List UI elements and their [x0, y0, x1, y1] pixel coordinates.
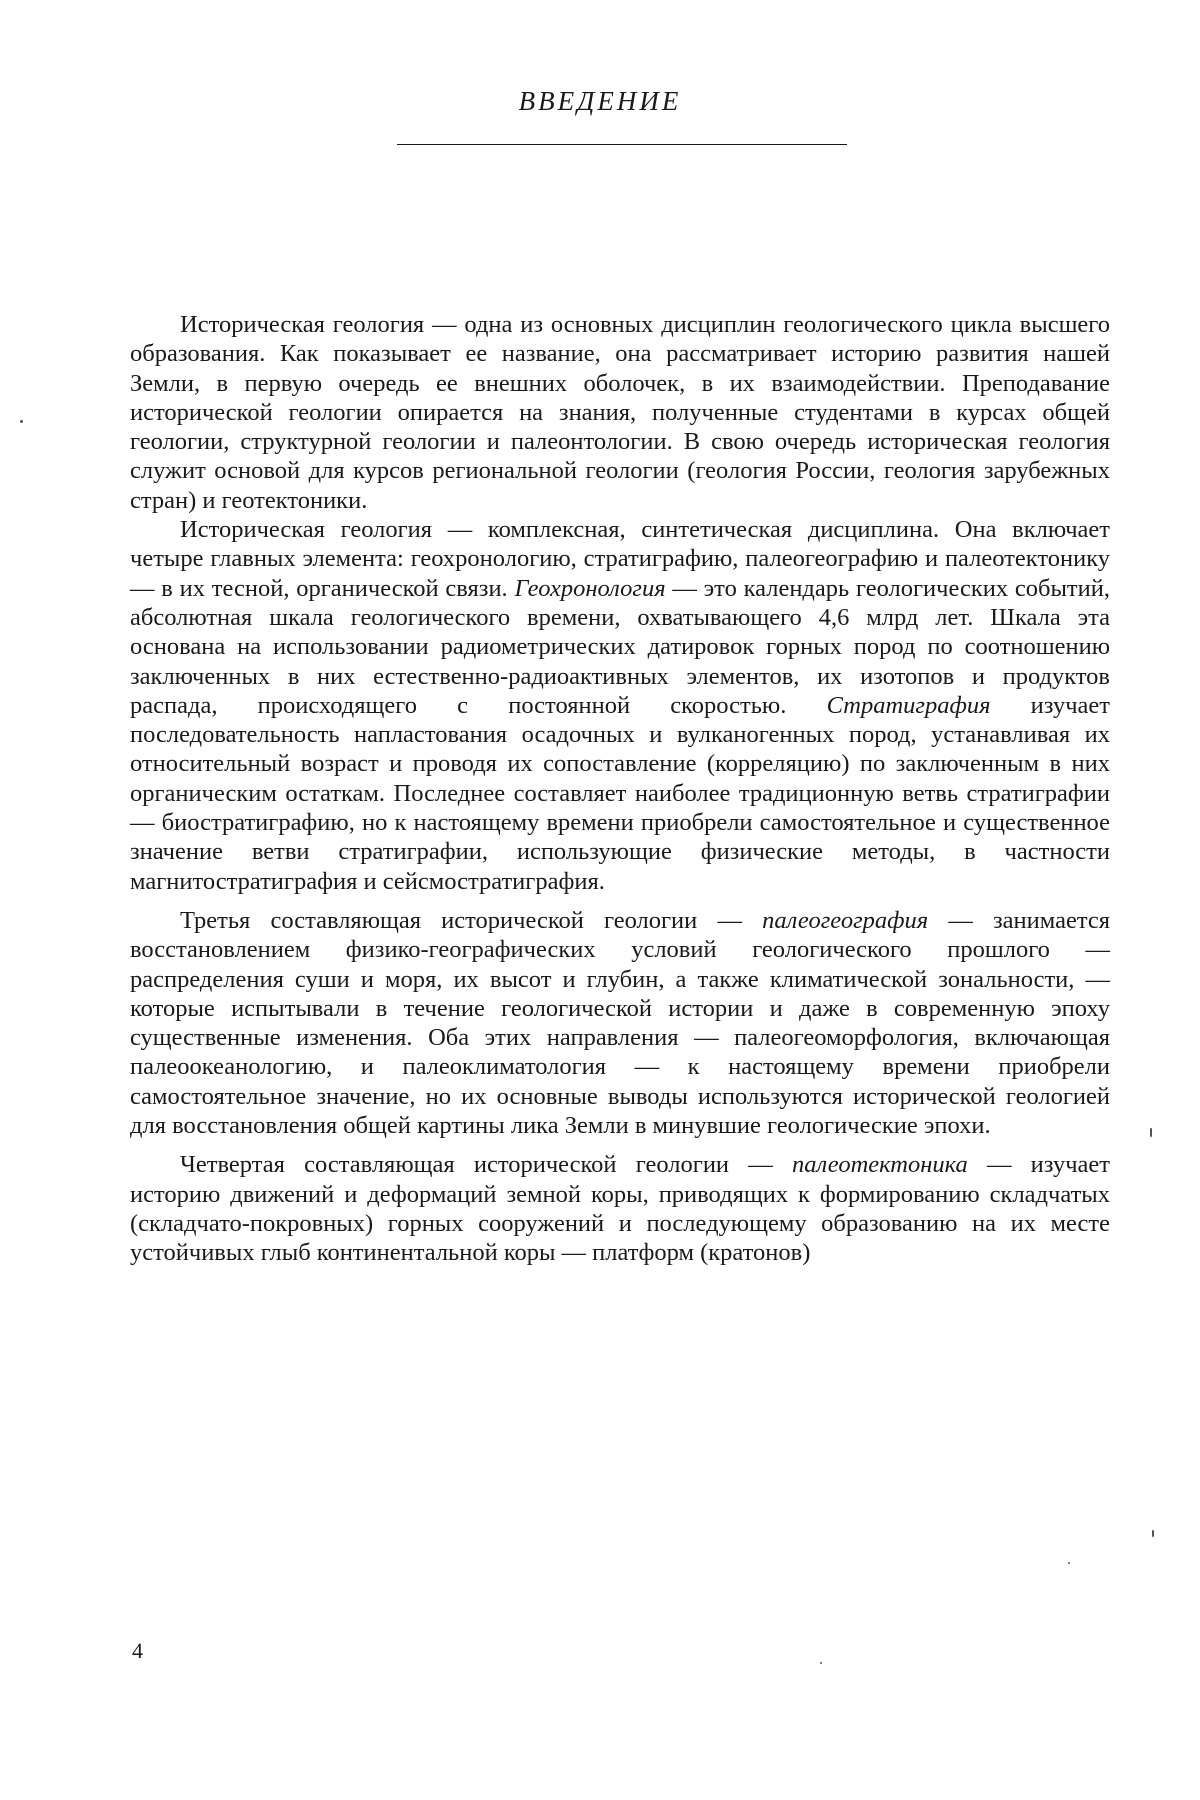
paragraph-4 [130, 1150, 1110, 1267]
text-segment: Историческая геология — комплексная, синтетическая дисциплина. Она включает четыре главных элемента: геохронологию, стратиграфию, палеогеографию и палеотектонику — в их тесной, органической связи. [130, 516, 1110, 602]
text-segment: изучает последовательность напластования осадочных и вулканогенных пород, устанавливая их относительный возраст и проводя их сопоставление (корреляцию) по заключенным в них органическим остаткам. Последнее составляет наиболее традиционную ветвь стратиграфии — биостратиграфию, но к настоящему времени приобрели самостоятельное и существенное значение ветви стратиграфии, использующие физические методы, в частности магнитостратиграфия и сейсмостратиграфия. [130, 691, 1110, 895]
page-number: 4 [132, 1638, 143, 1663]
scan-speck [1152, 1530, 1154, 1537]
scan-speck [820, 1662, 822, 1664]
text-segment: Третья составляющая исторической геологии — [180, 906, 763, 934]
body-text [130, 310, 1110, 1268]
scan-speck [20, 420, 23, 423]
chapter-heading: ВВЕДЕНИЕ [518, 86, 682, 116]
term-geochronology: Геохронология [514, 574, 666, 602]
term-paleotectonics: палеотектоника [791, 1151, 968, 1179]
heading-underline [397, 144, 847, 145]
text-segment: Историческая геология — одна из основных дисциплин геологического цикла высшего образования. Как показывает ее название, она рассматривает историю развития нашей Земли, в первую очередь ее внешних оболочек, в их взаимодействии. Преподавание исторической геологии опирается на знания, полученные студентами в курсах общей геологии, структурной геологии и палеонтологии. В свою очередь историческая геология служит основой для курсов региональной геологии (геология России, геология зарубежных стран) и геотектоники. [130, 311, 1110, 514]
text-segment: — это календарь геологических событий, абсолютная шкала геологического времени, охватывающего 4,6 млрд лет. Шкала эта основана на использовании радиометрических датировок горных пород по соотношению заключенных в них естественно-радиоактивных элементов, их изотопов и продуктов распада, происходящего с постоянной скоростью. [130, 574, 1110, 719]
paragraph-3 [130, 906, 1110, 1140]
paragraph-2 [130, 515, 1110, 896]
text-segment: Четвертая составляющая исторической геологии — [180, 1151, 792, 1179]
term-stratigraphy: Стратиграфия [826, 691, 991, 719]
term-paleogeography: палеогеография [762, 906, 929, 934]
text-segment: — занимается восстановлением физико-географических условий геологического прошлого — распределения суши и моря, их высот и глубин, а также климатической зональности, — которые испытывали в течение геологической истории и даже в современную эпоху существенные изменения. Оба этих направления — палеогеоморфология, включающая палеоокеанологию, и палеоклиматология — к настоящему времени приобрели самостоятельное значение, но их основные выводы используются исторической геологией для восстановления общей картины лика Земли в минувшие геологические эпохи. [130, 906, 1110, 1140]
paragraph-1 [130, 310, 1110, 515]
scan-speck [1068, 1562, 1070, 1564]
text-segment: — изучает историю движений и деформаций земной коры, приводящих к формированию складчатых (складчато-покровных) горных сооружений и последующему образованию на их месте устойчивых глыб континентальной коры — платформ (кратонов) [130, 1151, 1110, 1267]
scan-speck [1150, 1128, 1152, 1137]
